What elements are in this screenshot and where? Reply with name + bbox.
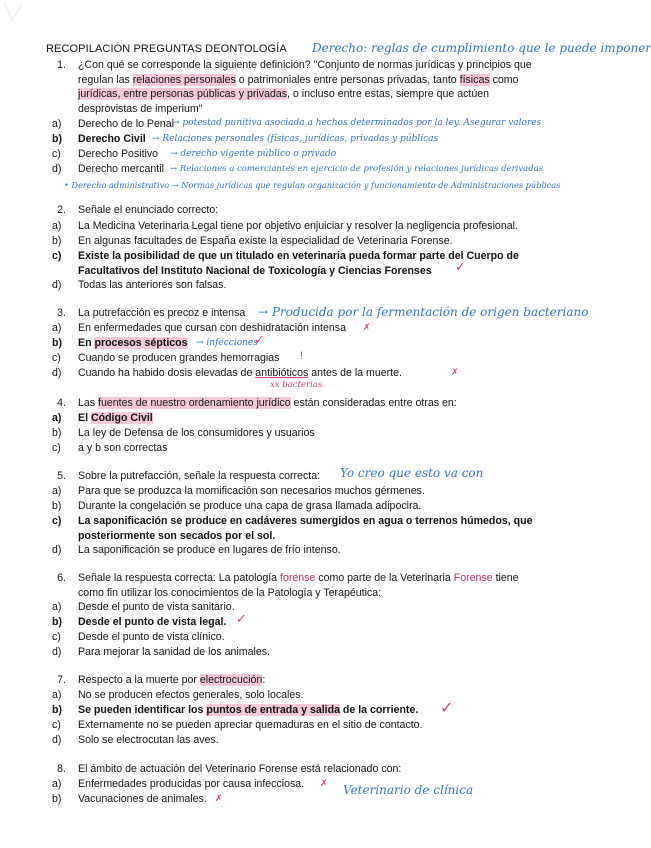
- document-page: RECOPILACIÓN PREGUNTAS DEONTOLOGÍA Derecho: reglas de cumplimiento que le puede imponer 1. ¿Con qué se corresponde la siguiente definición? "Conjunto de normas jurídicas y principios que regulan las relaciones personales o patrimoniales entre personas privadas, tanto físicas como jurídicas, entre personas públicas y privadas, o incluso entre estas, siempre que actúen desprovistas de imperium" a) Derecho de lo Penal → potestad punitiva asociada a hechos determinados por la ley. Asegurar valores b) Derecho Civil → Relaciones personales (físicas, jurídicas, privadas y públicas c) Derecho Positivo → derecho vigente público o privado d) Derecho mercantil → Relaciones a comerciantes en ejercicio de profesión y relaciones jurídicas derivadas • Derecho administrativo → Normas jurídicas que regulan organización y funcionamiento de Administraciones públicas 2. Señale el enunciado correcto: a) La Medicina Veterinaria Legal tiene por objetivo enjuiciar y resolver la negligencia profesional. b) En algunas facultades de España existe la especialidad de Veterinaria Forense. c) Existe la posibilidad de que un titulado en veterinaria pueda formar parte del Cuerpo de Facultativos del Instituto Nacional de Toxicología y Ciencias Forenses ✓ d) Todas las anteriores son falsas. 3. La putrefacción es precoz e intensa → Producida por la fermentación de origen bacteriano a) En enfermedades que cursan con deshidratación intensa ✗ b) En procesos sépticos → infecciones ✓ c) Cuando se producen grandes hemorragias ! d) Cuando ha habido dosis elevadas de antibióticos antes de la muerte. ✗ xx bacterias 4. Las fuentes de nuestro ordenamiento jurídico están consideradas entre otras en: a) El Código Civil b) La ley de Defensa de los consumidores y usuarios c) a y b son correctas 5. Sobre la putrefacción, señale la respuesta correcta: Yo creo que esto va con a) Para que se produzca la momificación son necesarios muchos gérmenes. b) Durante la congelación se produce una capa de grasa llamada adipocira. c) La saponificación se produce en cadáveres sumergidos en agua o terrenos húmedos, que posteriormente son secados por el sol. d) La saponificación se produce en lugares de frío intenso. 6. Señale la respuesta correcta: La patología forense como parte de la Veterinaria Forense tiene como fin utilizar los conocimientos de la Patología y Terapéutica: a) Desde el punto de vista sanitario. b) Desde el punto de vista legal. ✓ c) Desde el punto de vista clínico. d) Para mejorar la sanidad de los animales. 7. Respecto a la muerte por electrocución: a) No se producen efectos generales, solo locales. b) Se pueden identificar los puntos de entrada y salida de la corriente. ✓ c) Externamente no se pueden apreciar quemaduras en el sitio de contacto. d) Solo se electrocutan las aves. 8. El ámbito de actuación del Veterinario Forense está relacionado con: a) Enfermedades producidas por causa infecciosa. ✗ b) Vacunaciones de animales. ✗ Veterinario de clínica: [0, 0, 600, 848]
- question-stem-line: jurídicas, entre personas públicas y privadas, o incluso entre estas, siempre que actúen: [78, 88, 490, 101]
- cross-mark: ✗: [215, 794, 223, 804]
- cross-mark: ✗: [363, 323, 371, 333]
- question-stem-line: regulan las relaciones personales o patrimoniales entre personas privadas, tanto físicas como: [78, 73, 519, 86]
- handwritten-extra-note: • Derecho administrativo → Normas jurídicas que regulan organización y funcionamiento de Administraciones públicas: [64, 180, 561, 190]
- handwritten-note: → Relaciones personales (físicas, jurídicas, privadas y públicas: [152, 134, 439, 144]
- check-mark: ✓: [455, 260, 466, 275]
- page-title: RECOPILACIÓN PREGUNTAS DEONTOLOGÍA: [46, 43, 287, 55]
- cross-mark: ✗: [320, 779, 328, 789]
- header-handwritten-note: Derecho: reglas de cumplimiento que le puede imponer: [312, 41, 651, 55]
- question-stem-line: desprovistas de imperium": [78, 102, 203, 115]
- handwritten-note: xx bacterias: [270, 380, 323, 390]
- handwritten-note: → Relaciones a comerciantes en ejercicio de profesión y relaciones jurídicas derivadas: [170, 164, 544, 174]
- check-mark: ✓: [254, 333, 265, 348]
- question-stem: Señale el enunciado correcto:: [78, 204, 219, 216]
- handwritten-note: → potestad punitiva asociada a hechos determinados por la ley. Asegurar valores: [172, 118, 542, 128]
- handwritten-note: → infecciones: [196, 338, 258, 348]
- cross-mark: ✗: [451, 368, 459, 378]
- handwritten-note: → derecho vigente público o privado: [170, 149, 337, 159]
- question-number: 1.: [57, 59, 66, 71]
- question-stem: ¿Con qué se corresponde la siguiente definición? "Conjunto de normas jurídicas y principios que: [78, 59, 532, 71]
- corner-fold-mark: [0, 0, 40, 30]
- check-mark: ✓: [236, 612, 247, 627]
- exclamation-mark: !: [300, 350, 304, 362]
- question-stem: La putrefacción es precoz e intensa: [78, 307, 246, 319]
- check-mark: ✓: [440, 698, 454, 717]
- handwritten-note: Yo creo que esto va con: [340, 466, 484, 480]
- handwritten-note: → Producida por la fermentación de origen bacteriano: [258, 305, 589, 319]
- handwritten-side-note: Veterinario de clínica: [343, 783, 474, 797]
